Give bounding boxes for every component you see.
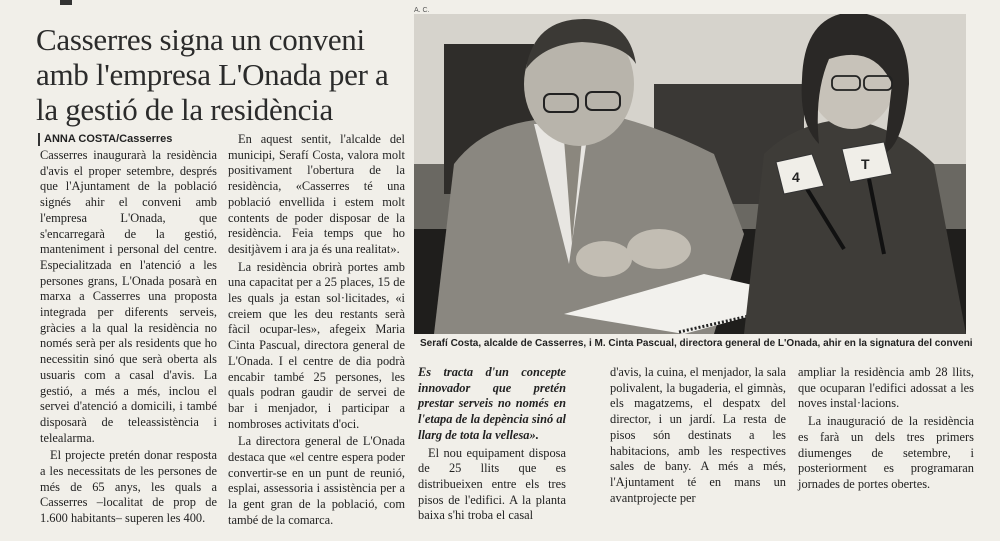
paragraph: La residència obrirà portes amb una capacitat per a 25 places, 15 de les quals ja estan sol·licitades, «i creiem que les deu restants serà fàcil ocupar-les», afegeix Maria Cinta Pascual, directora general de L'Onada. I el centre de dia podrà encabir també 25 persones, les quals podran gaudir de servei de bar i menjador, i participar a nombroses activitats d'oci. [228, 259, 405, 431]
paragraph: La directora general de L'Onada destaca que «el centre espera poder convertir-se en un punt de reunió, esplai, assessoria i assistència per a la gent gran de la població, com també de la comarca. [228, 434, 405, 527]
svg-text:4: 4 [792, 169, 800, 185]
paragraph: ampliar la residència amb 28 llits, que ocuparan l'edifici adossat a les noves instal·lacions. [798, 365, 974, 411]
paragraph: La inauguració de la residència es farà un dels tres primers diumenges de setembre, i posteriorment es programaran jornades de portes obertes. [798, 414, 974, 491]
article-column-5 [798, 365, 974, 495]
press-photo [414, 14, 966, 334]
headline: Casserres signa un conveni amb l'empresa L'Onada per a la gestió de la residència [36, 22, 389, 127]
article-column-3 [418, 365, 566, 526]
photo-caption: Serafí Costa, alcalde de Casserres, i M. Cinta Pascual, directora general de L'Onada, ahir en la signatura del conveni [420, 338, 973, 349]
svg-text:T: T [861, 156, 870, 172]
quote-paragraph: Es tracta d'un concepte innovador que pretén prestar serveis no només en l'etapa de la depència sinó al llarg de tota la vellesa». [418, 365, 566, 442]
photo-credit: A. C. [414, 7, 430, 14]
paragraph: En aquest sentit, l'alcalde del municipi, Serafí Costa, valora molt positivament l'obertura de la residència, «Casserres té una població envellida i estem molt contents de poder disposar de la residència. Feia temps que ho desitjàvem i ara ja és una realitat». [228, 132, 405, 256]
byline: ANNA COSTA/Casserres [38, 133, 172, 146]
article-column-4 [610, 365, 786, 508]
photo-illustration [414, 14, 966, 334]
article-column-1 [40, 148, 217, 529]
paragraph: Casserres inaugurarà la residència d'avis el proper setembre, després que l'Ajuntament de la població signés ahir el conveni amb l'empresa L'Onada, que s'encarregarà de la gestió, manteniment i personal del centre. Especialitzada en l'atenció a les persones grans, L'Onada posarà en marxa a Casserres una proposta integrada per diferents serveis, gràcies a la qual la residència no només serà per als residents que ho necessitin sinó que serà oberta als usuaris com a casal d'avis. La gestió, a més a més, inclou el servei d'atenció a domicili, i també disposarà de teleassistència i telealarma. [40, 148, 217, 445]
paragraph: El projecte pretén donar resposta a les necessitats de les persones de més de 65 anys, les quals a Casserres –localitat de prop de 1.600 habitants– superen les 400. [40, 448, 217, 526]
corner-mark [60, 0, 72, 5]
paragraph: El nou equipament disposa de 25 llits que es distribueixen entre els tres pisos de l'edifici. A la planta baixa s'hi troba el casal [418, 445, 566, 523]
paragraph: d'avis, la cuina, el menjador, la sala polivalent, la bugaderia, el gimnàs, els magatzems, el despatx del director, i un jardí. La resta de pisos són destinats a les habitacions, amb les respectives sales de bany. A més a més, l'Ajuntament té en mans un avantprojecte per [610, 365, 786, 505]
article-column-2 [228, 132, 405, 531]
